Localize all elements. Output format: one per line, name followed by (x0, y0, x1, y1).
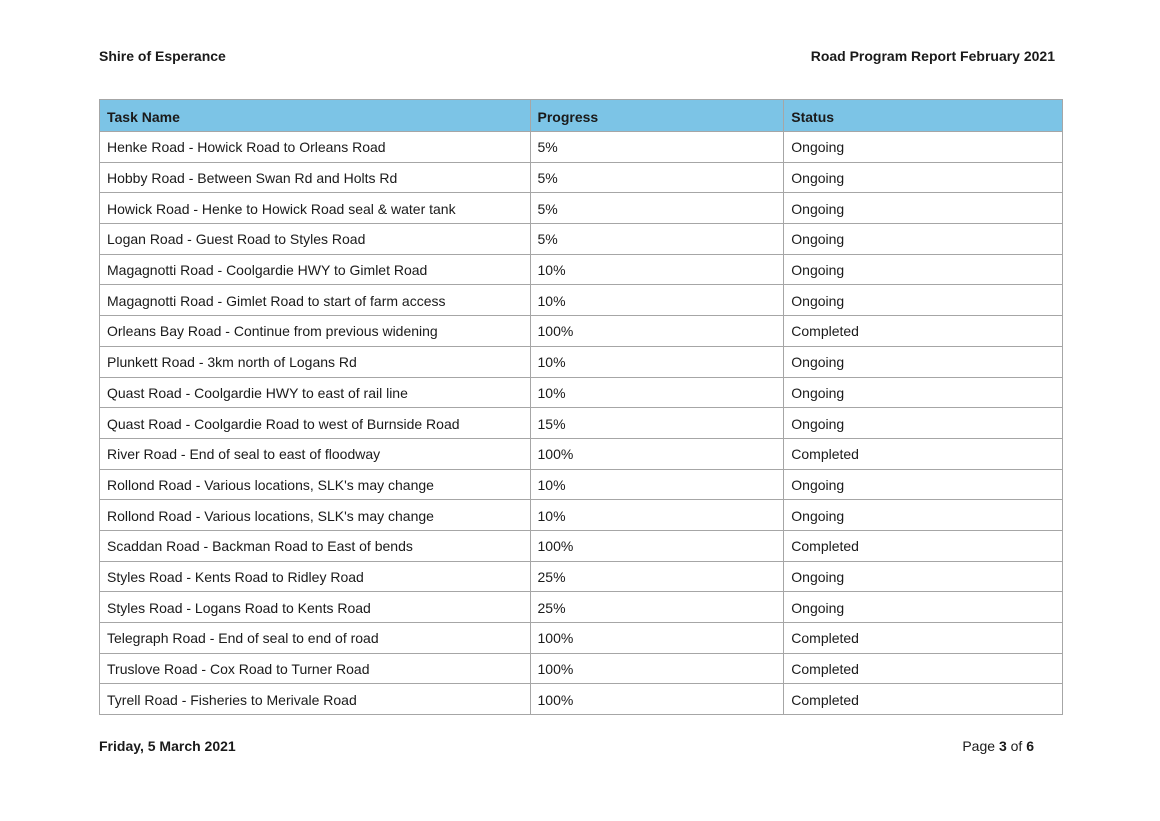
progress-cell: 100% (530, 623, 784, 654)
road-program-table (99, 99, 1063, 715)
column-header-status: Status (784, 100, 1063, 132)
status-cell: Ongoing (784, 285, 1063, 316)
page-separator: of (1006, 738, 1027, 754)
progress-cell: 100% (530, 653, 784, 684)
progress-cell: 5% (530, 162, 784, 193)
status-cell: Completed (784, 684, 1063, 715)
table-row (100, 285, 1063, 316)
status-cell: Ongoing (784, 500, 1063, 531)
status-cell: Ongoing (784, 132, 1063, 163)
page-prefix: Page (962, 738, 999, 754)
table-row (100, 346, 1063, 377)
task-name-cell: Styles Road - Kents Road to Ridley Road (100, 561, 531, 592)
table-body (100, 132, 1063, 715)
progress-cell: 25% (530, 561, 784, 592)
table-row (100, 193, 1063, 224)
task-name-cell: Tyrell Road - Fisheries to Merivale Road (100, 684, 531, 715)
task-name-cell: Henke Road - Howick Road to Orleans Road (100, 132, 531, 163)
table-row (100, 469, 1063, 500)
task-name-cell: Rollond Road - Various locations, SLK's may change (100, 469, 531, 500)
task-name-cell: Telegraph Road - End of seal to end of road (100, 623, 531, 654)
table-row (100, 408, 1063, 439)
table-header-row (100, 100, 1063, 132)
table-row (100, 132, 1063, 163)
task-name-cell: Quast Road - Coolgardie Road to west of Burnside Road (100, 408, 531, 439)
task-name-cell: Logan Road - Guest Road to Styles Road (100, 224, 531, 255)
table-row (100, 592, 1063, 623)
table-row (100, 162, 1063, 193)
column-header-task-name: Task Name (100, 100, 531, 132)
table-row (100, 438, 1063, 469)
status-cell: Completed (784, 316, 1063, 347)
progress-cell: 100% (530, 316, 784, 347)
task-name-cell: Plunkett Road - 3km north of Logans Rd (100, 346, 531, 377)
status-cell: Ongoing (784, 346, 1063, 377)
page-total: 6 (1026, 738, 1034, 754)
task-name-cell: Magagnotti Road - Coolgardie HWY to Gimlet Road (100, 254, 531, 285)
progress-cell: 10% (530, 285, 784, 316)
status-cell: Ongoing (784, 162, 1063, 193)
task-name-cell: Quast Road - Coolgardie HWY to east of rail line (100, 377, 531, 408)
status-cell: Ongoing (784, 561, 1063, 592)
status-cell: Ongoing (784, 592, 1063, 623)
progress-cell: 15% (530, 408, 784, 439)
progress-cell: 10% (530, 254, 784, 285)
task-name-cell: River Road - End of seal to east of floodway (100, 438, 531, 469)
status-cell: Ongoing (784, 408, 1063, 439)
progress-cell: 10% (530, 500, 784, 531)
column-header-progress: Progress (530, 100, 784, 132)
progress-cell: 5% (530, 224, 784, 255)
report-date: Friday, 5 March 2021 (99, 738, 236, 754)
status-cell: Ongoing (784, 224, 1063, 255)
task-name-cell: Rollond Road - Various locations, SLK's may change (100, 500, 531, 531)
page-number (962, 738, 1034, 754)
progress-cell: 100% (530, 684, 784, 715)
table-row (100, 316, 1063, 347)
progress-cell: 5% (530, 193, 784, 224)
organization-name: Shire of Esperance (99, 48, 226, 64)
progress-cell: 10% (530, 469, 784, 500)
status-cell: Ongoing (784, 193, 1063, 224)
progress-cell: 100% (530, 438, 784, 469)
table-row (100, 653, 1063, 684)
table-row (100, 254, 1063, 285)
task-name-cell: Magagnotti Road - Gimlet Road to start of farm access (100, 285, 531, 316)
report-title: Road Program Report February 2021 (810, 48, 1055, 64)
table-row (100, 561, 1063, 592)
task-name-cell: Scaddan Road - Backman Road to East of bends (100, 530, 531, 561)
status-cell: Ongoing (784, 254, 1063, 285)
task-name-cell: Orleans Bay Road - Continue from previous widening (100, 316, 531, 347)
status-cell: Completed (784, 623, 1063, 654)
status-cell: Completed (784, 530, 1063, 561)
task-name-cell: Styles Road - Logans Road to Kents Road (100, 592, 531, 623)
status-cell: Ongoing (784, 469, 1063, 500)
progress-cell: 10% (530, 346, 784, 377)
progress-cell: 10% (530, 377, 784, 408)
table-row (100, 224, 1063, 255)
status-cell: Ongoing (784, 377, 1063, 408)
task-name-cell: Hobby Road - Between Swan Rd and Holts Rd (100, 162, 531, 193)
task-name-cell: Howick Road - Henke to Howick Road seal & water tank (100, 193, 531, 224)
progress-cell: 100% (530, 530, 784, 561)
status-cell: Completed (784, 653, 1063, 684)
status-cell: Completed (784, 438, 1063, 469)
progress-cell: 25% (530, 592, 784, 623)
page-current: 3 (998, 738, 1007, 754)
progress-cell: 5% (530, 132, 784, 163)
table-row (100, 377, 1063, 408)
table-row (100, 623, 1063, 654)
table-row (100, 530, 1063, 561)
task-name-cell: Truslove Road - Cox Road to Turner Road (100, 653, 531, 684)
table-row (100, 500, 1063, 531)
table-row (100, 684, 1063, 715)
